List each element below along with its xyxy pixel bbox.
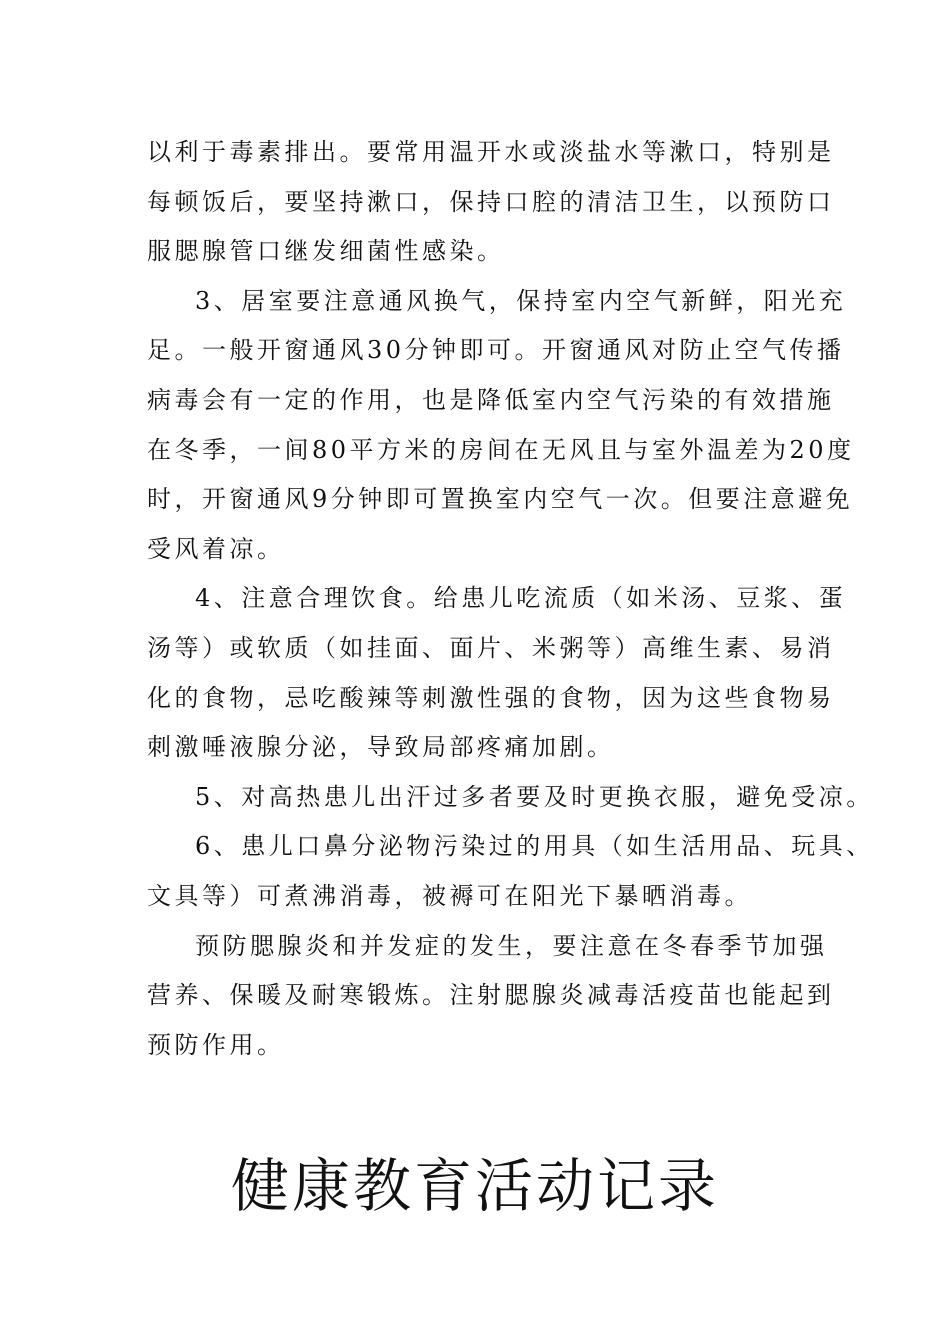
text-line: 刺激唾液腺分泌，导致局部疼痛加剧。 [147, 733, 615, 762]
text-line: 6、患儿口鼻分泌物污染过的用具（如生活用品、玩具、 [195, 832, 874, 861]
paragraph-oral-hygiene [147, 128, 837, 277]
text-line: 预防腮腺炎和并发症的发生，要注意在冬春季节加强 [195, 931, 828, 960]
text-line: 每顿饭后，要坚持漱口，保持口腔的清洁卫生，以预防口 [147, 187, 835, 216]
text-line: 以利于毒素排出。要常用温开水或淡盐水等漱口，特别是 [147, 138, 835, 166]
text-line: 在冬季，一间80平方米的房间在无风且与室外温差为20度 [147, 435, 855, 464]
text-line: 汤等）或软质（如挂面、面片、米粥等）高维生素、易消 [147, 633, 835, 662]
text-line: 化的食物，忌吃酸辣等刺激性强的食物，因为这些食物易 [147, 683, 835, 712]
text-line: 5、对高热患儿出汗过多者要及时更换衣服，避免受凉。 [195, 782, 874, 811]
paragraph-prevention [147, 922, 837, 1071]
paragraph-clothing [147, 773, 874, 823]
text-line: 病毒会有一定的作用，也是降低室内空气污染的有效措施 [147, 385, 835, 414]
paragraph-diet [147, 574, 847, 772]
text-line: 服腮腺管口继发细菌性感染。 [147, 237, 505, 266]
section-title: 健康教育活动记录 [230, 1152, 719, 1220]
text-line: 营养、保暖及耐寒锻炼。注射腮腺炎减毒活疫苗也能起到 [147, 981, 835, 1010]
text-line: 3、居室要注意通风换气，保持室内空气新鲜，阳光充 [195, 286, 847, 315]
text-line: 足。一般开窗通风30分钟即可。开窗通风对防止空气传播 [147, 336, 845, 365]
text-line: 时，开窗通风9分钟即可置换室内空气一次。但要注意避免 [147, 485, 854, 514]
text-line: 4、注意合理饮食。给患儿吃流质（如米汤、豆浆、蛋 [195, 584, 847, 613]
paragraph-disinfection [147, 822, 874, 921]
text-line: 受风着凉。 [147, 534, 285, 563]
text-line: 文具等）可煮沸消毒，被褥可在阳光下暴晒消毒。 [147, 881, 752, 910]
text-line: 预防作用。 [147, 1030, 285, 1059]
paragraph-ventilation [147, 277, 855, 575]
body-text [147, 128, 874, 1070]
